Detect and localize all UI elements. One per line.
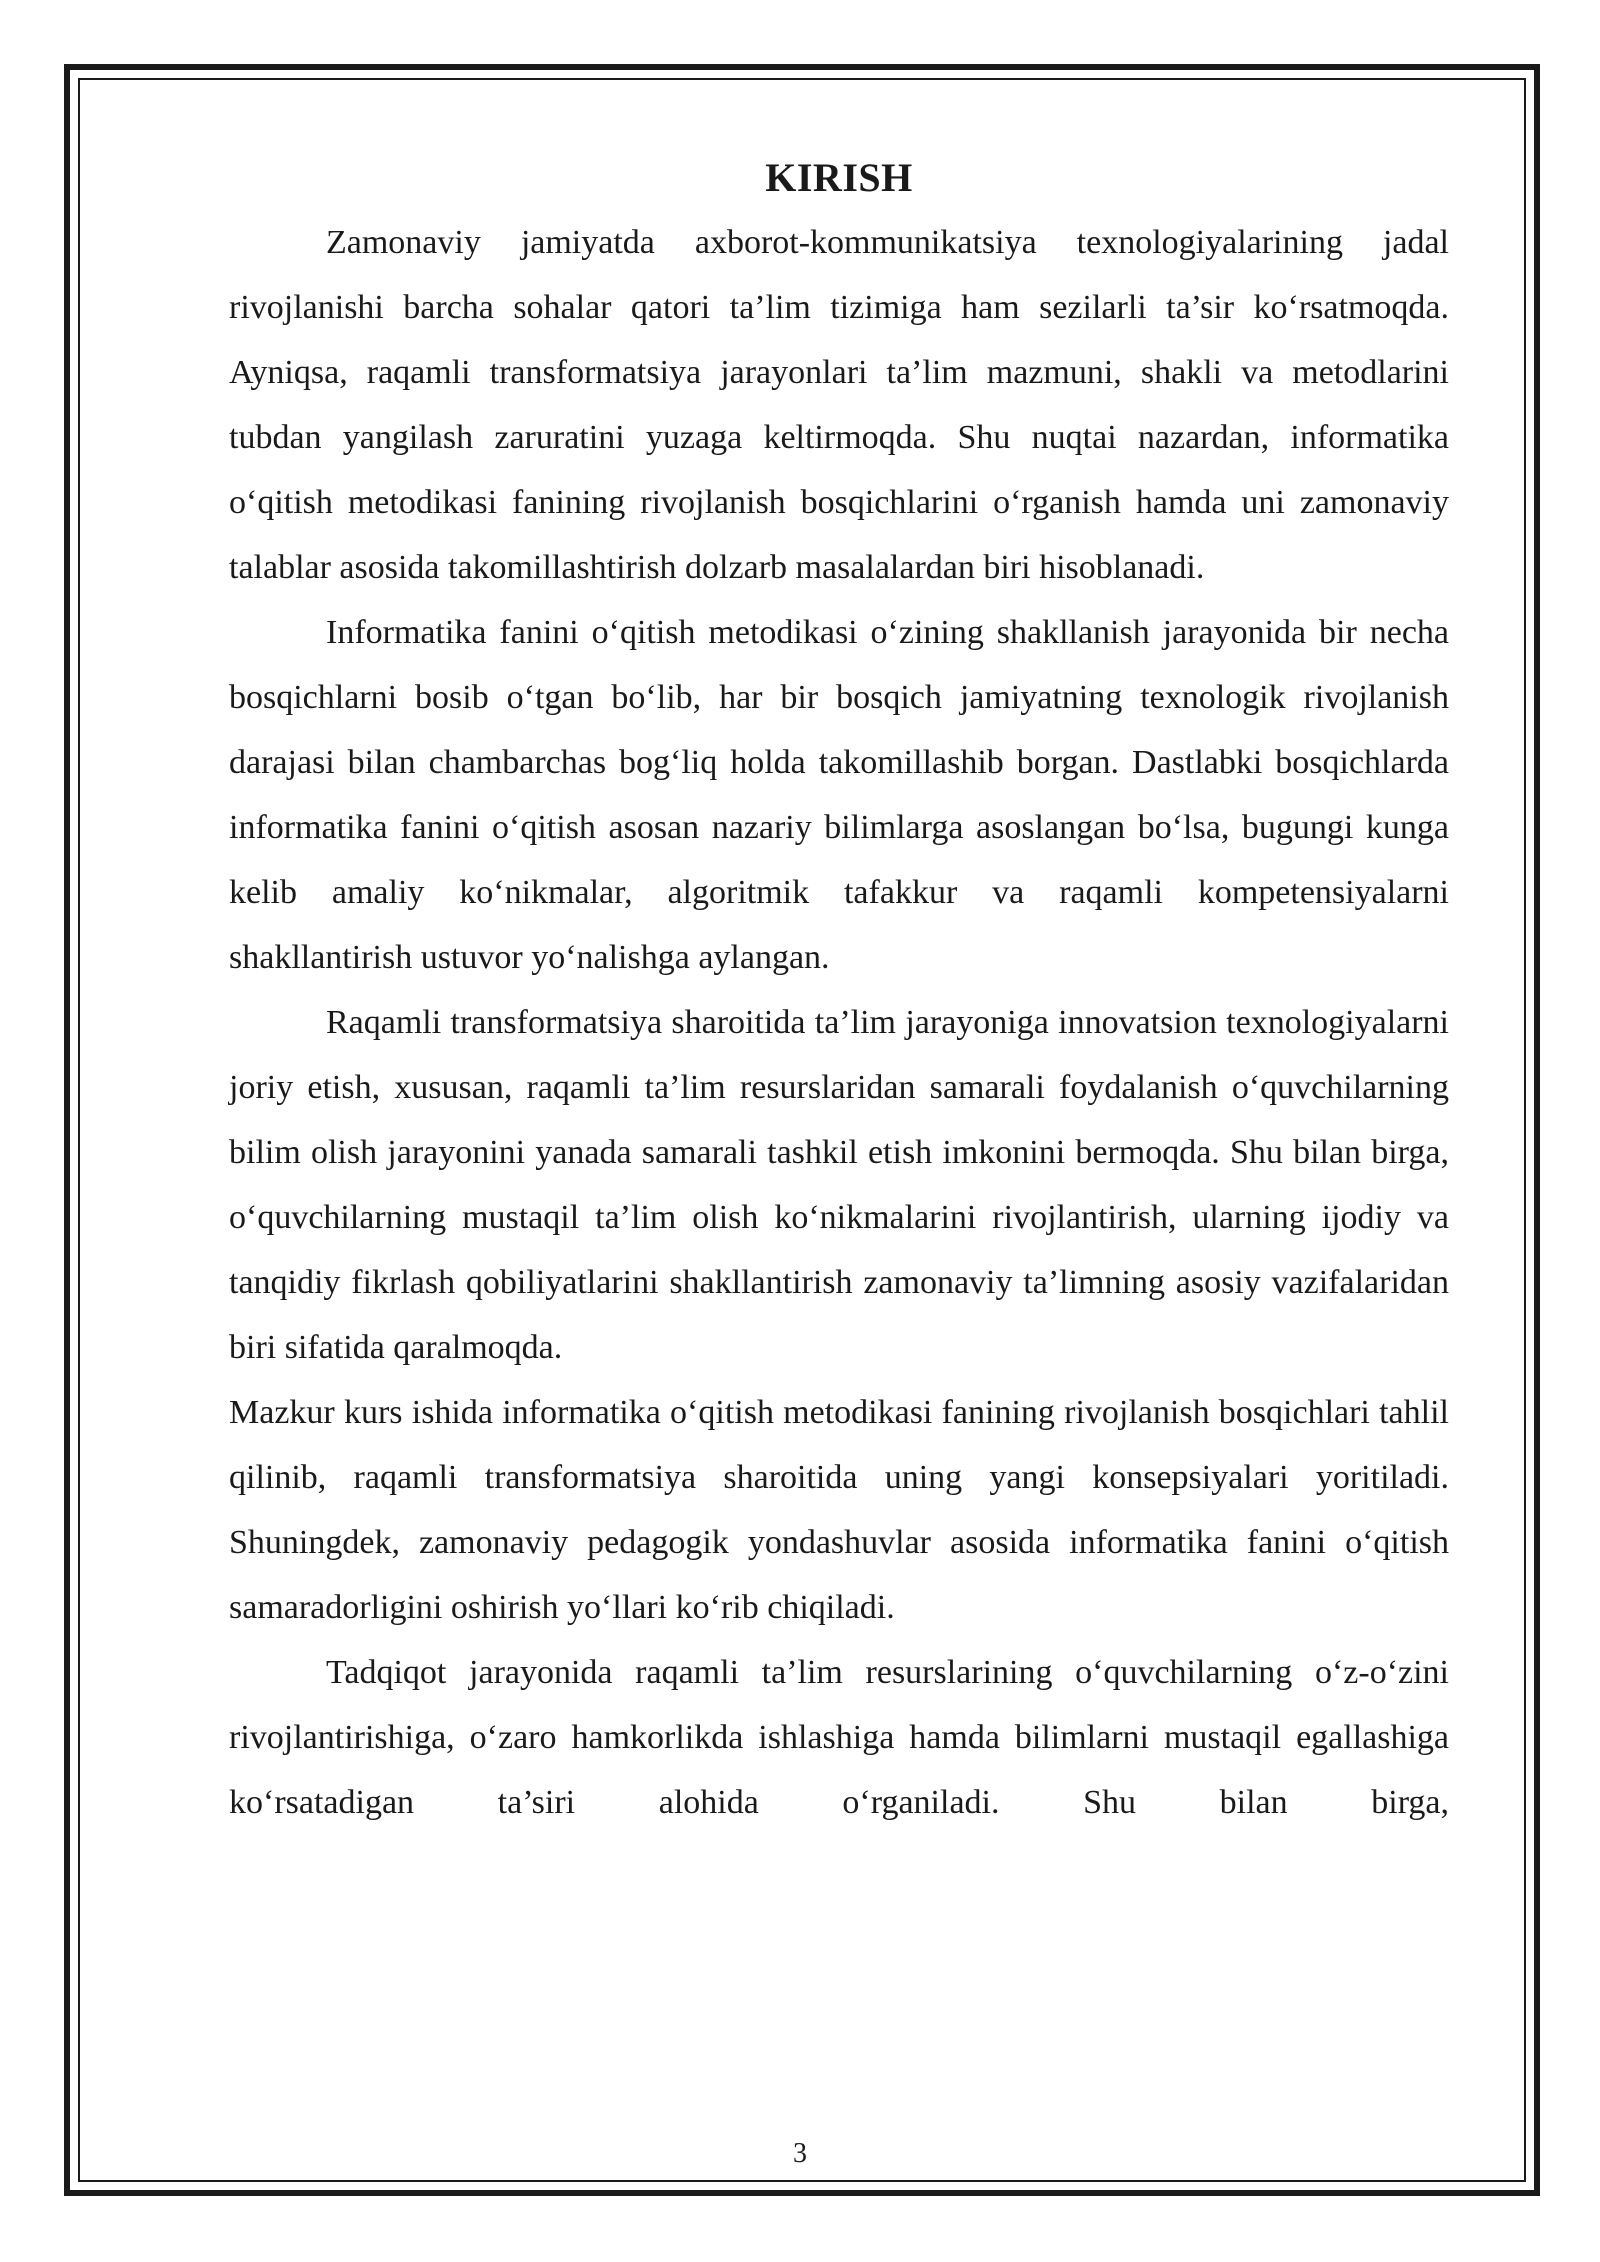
page-number: 3: [793, 2138, 807, 2169]
document-body: [229, 150, 1449, 1835]
section-heading: KIRISH: [765, 155, 913, 200]
paragraph-4: Mazkur kurs ishida informatika o‘qitish metodikasi fanining rivojlanish bosqichlari tahlil qilinib, raqamli transformatsiya sharoitida uning yangi konsepsiyalari yoritiladi. Shuningdek, zamonaviy pedagogik yondashuvlar asosida informatika fanini o‘qitish samaradorligini oshirish yo‘llari ko‘rib chiqiladi.: [229, 1394, 1449, 1626]
paragraph-5: Tadqiqot jarayonida raqamli ta’lim resurslarining o‘quvchilarning o‘z-o‘zini rivojlantirishiga, o‘zaro hamkorlikda ishlashiga hamda bilimlarni mustaqil egallashiga ko‘rsatadigan ta’siri alohida o‘rganiladi. Shu bilan birga,: [229, 1654, 1449, 1821]
paragraph-2: Informatika fanini o‘qitish metodikasi o‘zining shakllanish jarayonida bir necha bosqichlarni bosib o‘tgan bo‘lib, har bir bosqich jamiyatning texnologik rivojlanish darajasi bilan chambarchas bog‘liq holda takomillashib borgan. Dastlabki bosqichlarda informatika fanini o‘qitish asosan nazariy bilimlarga asoslangan bo‘lsa, bugungi kunga kelib amaliy ko‘nikmalar, algoritmik tafakkur va raqamli kompetensiyalarni shakllantirish ustuvor yo‘nalishga aylangan.: [229, 614, 1449, 976]
paragraph-1: Zamonaviy jamiyatda axborot-kommunikatsiya texnologiyalarining jadal rivojlanishi barcha sohalar qatori ta’lim tizimiga ham sezilarli ta’sir ko‘rsatmoqda. Ayniqsa, raqamli transformatsiya jarayonlari ta’lim mazmuni, shakli va metodlarini tubdan yangilash zaruratini yuzaga keltirmoqda. Shu nuqtai nazardan, informatika o‘qitish metodikasi fanining rivojlanish bosqichlarini o‘rganish hamda uni zamonaviy talablar asosida takomillashtirish dolzarb masalalardan biri hisoblanadi.: [229, 224, 1449, 586]
paragraph-3: Raqamli transformatsiya sharoitida ta’lim jarayoniga innovatsion texnologiyalarni joriy etish, xususan, raqamli ta’lim resurslaridan samarali foydalanish o‘quvchilarning bilim olish jarayonini yanada samarali tashkil etish imkonini bermoqda. Shu bilan birga, o‘quvchilarning mustaqil ta’lim olish ko‘nikmalarini rivojlantirish, ularning ijodiy va tanqidiy fikrlash qobiliyatlarini shakllantirish zamonaviy ta’limning asosiy vazifalaridan biri sifatida qaralmoqda.: [229, 1004, 1449, 1366]
